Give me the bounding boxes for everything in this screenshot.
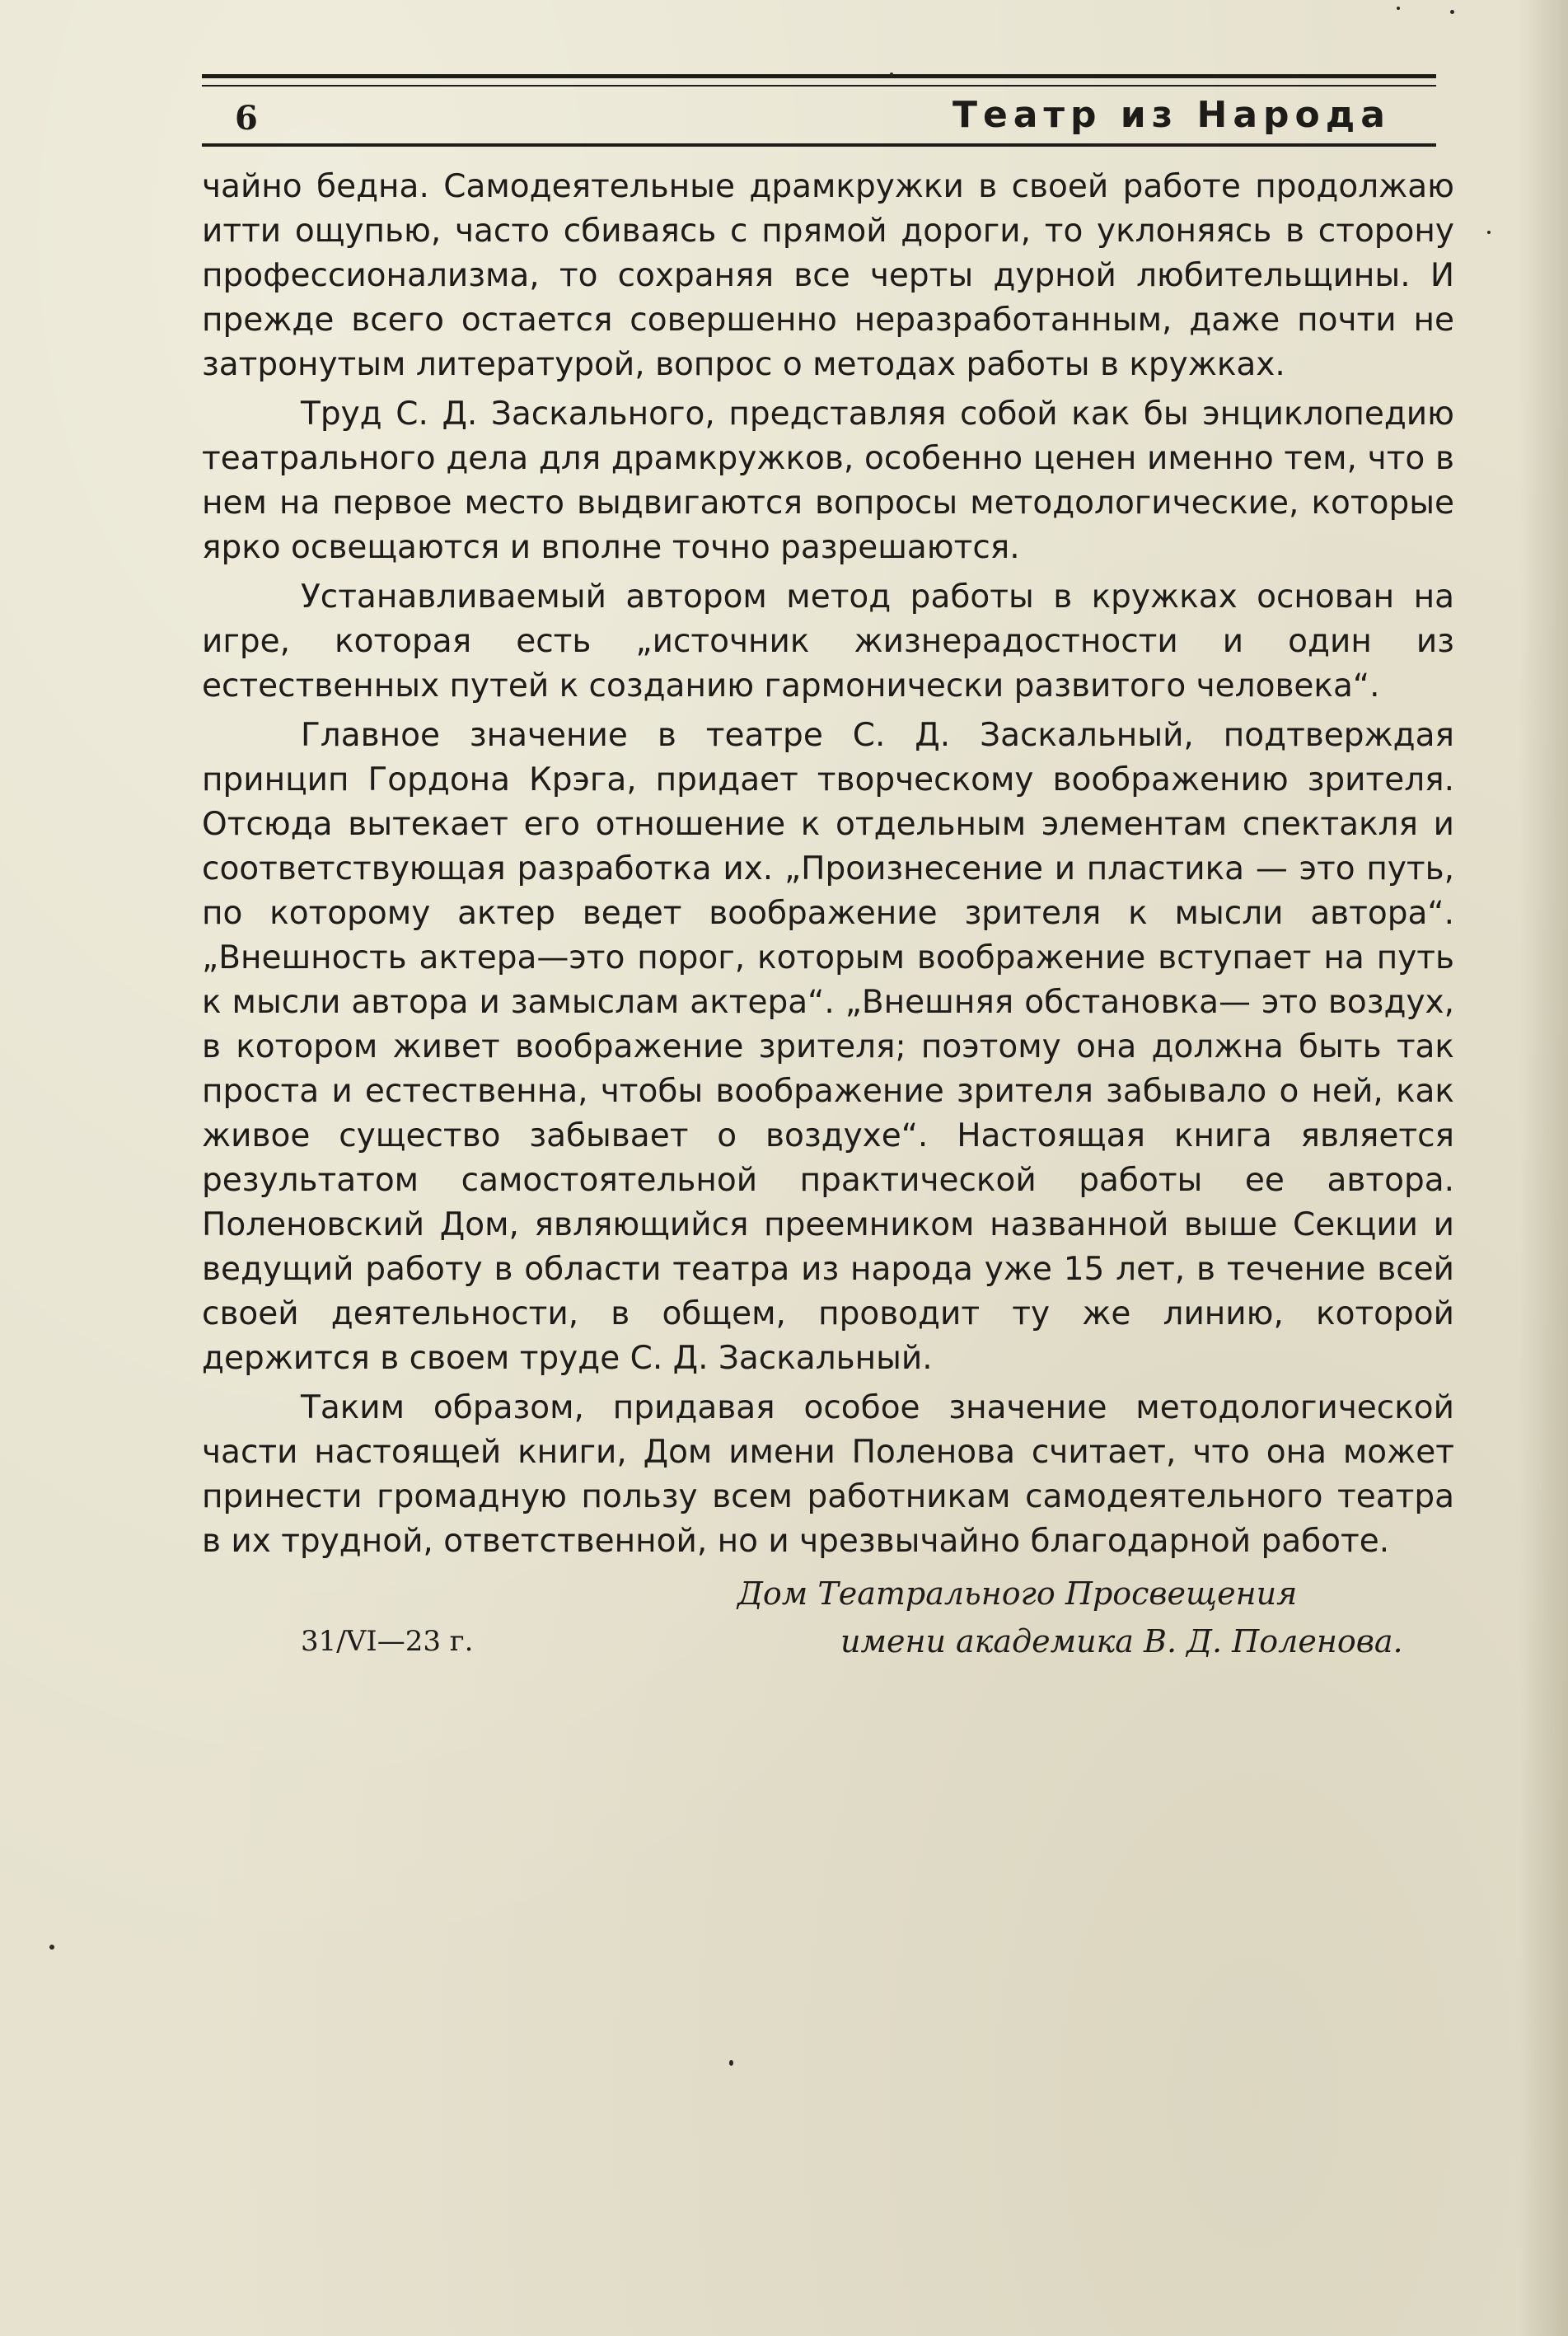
- running-title: Театр из Народа: [952, 94, 1391, 136]
- paper-speck: [890, 73, 893, 76]
- header-rule-bottom: [202, 143, 1436, 147]
- paragraph-4: Главное значение в театре С. Д. Заскальный, подтверждая принцип Гордона Крэга, придает творческому воображению зрителя. Отсюда вытекает его отношение к отдельным элементам спектакля и соответствующая разработка их. „Произнесение и пластика — это путь, по которому актер ведет воображение зрителя к мысли автора“. „Внешность актера—это порог, которым воображение вступает на путь к мысли автора и замыслам актера“. „Внешняя обстановка— это воздух, в котором живет воображение зрителя; поэтому она должна быть так проста и естественна, чтобы воображение зрителя забывало о ней, как живое существо забывает о воздухе“. Настоящая книга является результатом самостоятельной практической работы ее автора. Поленовский Дом, являющийся преемником названной выше Секции и ведущий работу в области театра из народа уже 15 лет, в течение всей своей деятельности, в общем, проводит ту же линию, которой держится в своем труде С. Д. Заскальный.: [202, 717, 1454, 1377]
- page-number: 6: [235, 99, 258, 138]
- signature-date: 31/VI—23 г.: [301, 1625, 474, 1658]
- signature-block: [202, 1575, 1454, 1699]
- paragraph-5: Таким образом, придавая особое значение методологической части настоящей книги, Дом имени Поленова считает, что она может принести громадную пользу всем работникам самодеятельного театра в их трудной, ответственной, но и чрезвычайно благодарной работе.: [202, 1389, 1454, 1560]
- signature-line-1: Дом Театрального Просвещения: [737, 1575, 1298, 1612]
- paper-speck: [1487, 231, 1491, 234]
- running-head: [202, 92, 1436, 142]
- body-text: [202, 165, 1454, 1569]
- paper-speck: [1397, 7, 1400, 10]
- paragraph-1: чайно бедна. Самодеятельные драмкружки в своей работе продолжаю итти ощупью, часто сбиваясь с прямой дороги, то уклоняясь в сторону профессионализма, то сохраняя все черты дурной любительщины. И прежде всего остается совершенно неразработанным, даже почти не затронутым литературой, вопрос о методах работы в кружках.: [202, 168, 1454, 383]
- paper-speck: [1450, 10, 1454, 14]
- header-rule-thick: [202, 74, 1436, 78]
- header-rule-thin: [202, 85, 1436, 87]
- paper-speck: [49, 1945, 54, 1950]
- paragraph-2: Труд С. Д. Заскального, представляя собой как бы энциклопедию театрального дела для драмкружков, особенно ценен именно тем, что в нем на первое место выдвигаются вопросы методологические, которые ярко освещаются и вполне точно разрешаются.: [202, 396, 1454, 566]
- paragraph-3: Устанавливаемый автором метод работы в кружках основан на игре, которая есть „источник жизнерадостности и один из естественных путей к созданию гармонически развитого человека“.: [202, 578, 1454, 705]
- signature-line-2: имени академика В. Д. Поленова.: [840, 1623, 1403, 1660]
- paper-speck: [729, 2060, 733, 2066]
- page-edge-shadow: [1519, 0, 1568, 2336]
